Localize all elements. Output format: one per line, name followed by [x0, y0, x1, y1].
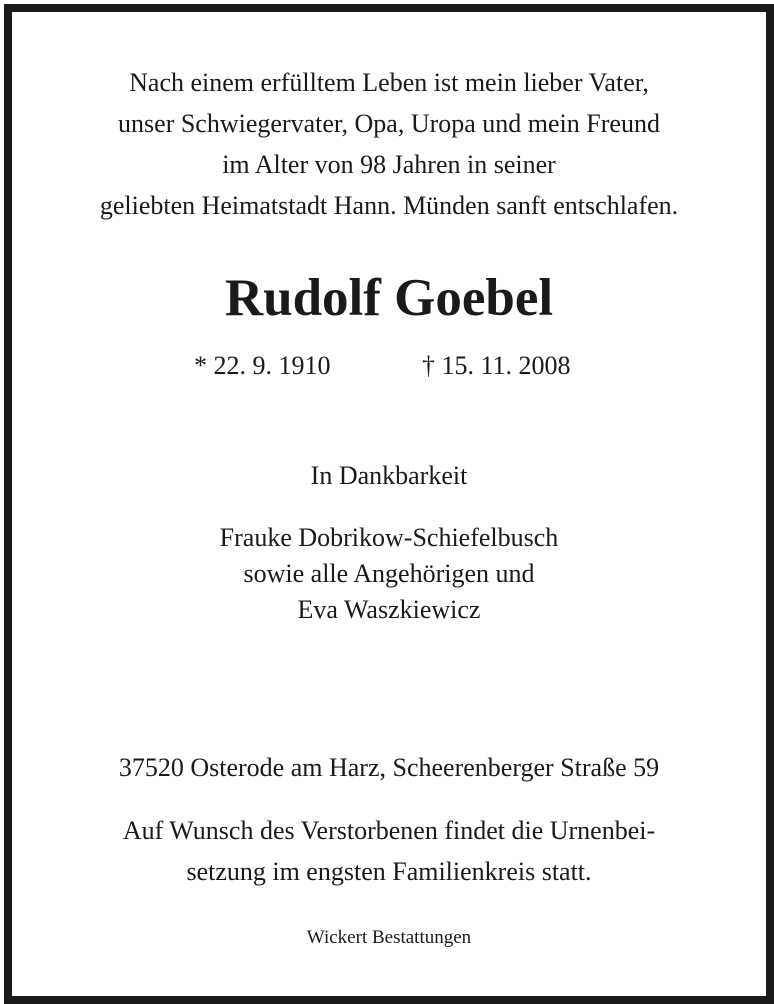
- death-date: † 15. 11. 2008: [422, 351, 571, 380]
- address: 37520 Osterode am Harz, Scheerenberger Straße 59: [118, 753, 660, 782]
- intro-text: [12, 62, 766, 226]
- mourner-line: Eva Waszkiewicz: [297, 595, 481, 624]
- intro-line: im Alter von 98 Jahren in seiner: [222, 150, 556, 179]
- thanks-line: In Dankbarkeit: [310, 461, 468, 490]
- note-line: setzung im engsten Familienkreis statt.: [186, 857, 592, 886]
- funeral-note: [12, 810, 766, 892]
- note-line: Auf Wunsch des Verstorbenen findet die Urnenbei-: [122, 816, 656, 845]
- mourners-list: [12, 520, 766, 628]
- intro-line: geliebten Heimatstadt Hann. Münden sanft entschlafen.: [99, 191, 679, 220]
- obituary-frame: [4, 4, 774, 1004]
- intro-line: Nach einem erfülltem Leben ist mein lieber Vater,: [129, 68, 649, 97]
- life-dates: [12, 348, 766, 384]
- intro-line: unser Schwiegervater, Opa, Uropa und mein Freund: [118, 109, 660, 138]
- birth-date: * 22. 9. 1910: [194, 351, 331, 380]
- mourner-line: sowie alle Angehörigen und: [243, 559, 535, 588]
- undertaker-name: Wickert Bestattungen: [306, 927, 472, 948]
- deceased-name: Rudolf Goebel: [224, 269, 554, 327]
- mourner-line: Frauke Dobrikow-Schiefelbusch: [219, 523, 559, 552]
